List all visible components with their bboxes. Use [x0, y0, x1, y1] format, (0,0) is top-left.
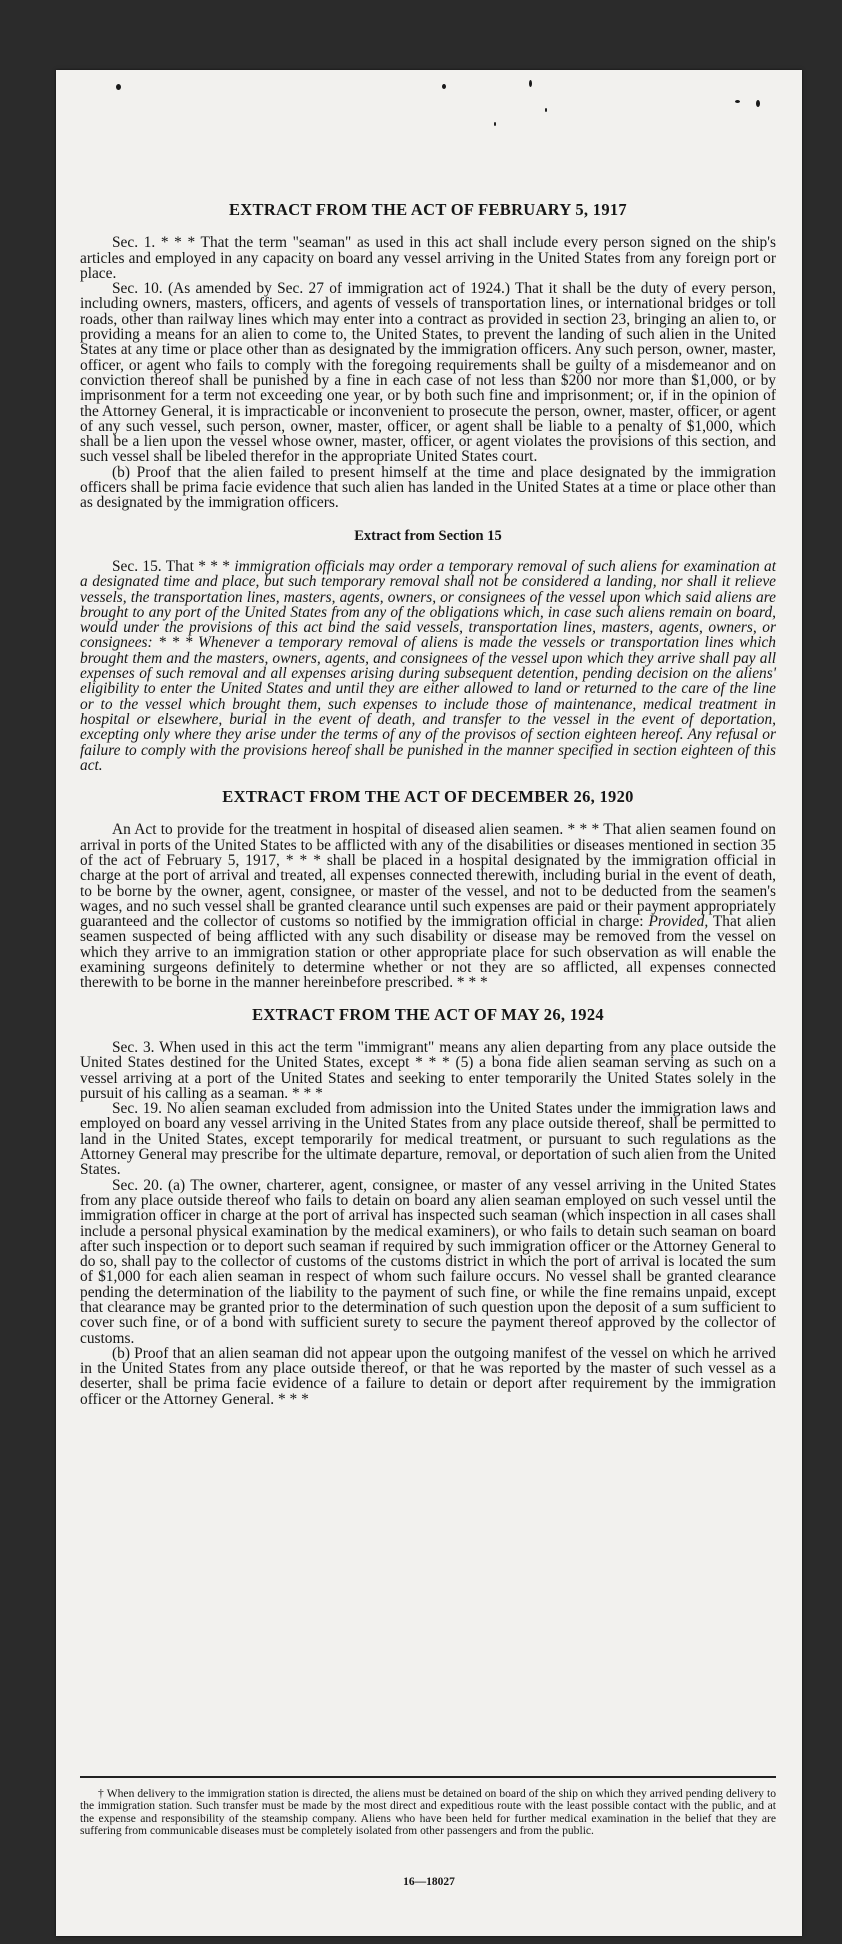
- section-15-paragraph: [80, 559, 776, 773]
- section-20b-paragraph: (b) Proof that an alien seaman did not appear upon the outgoing manifest of the vessel on which he arrived in the United States from any place outside thereof, or that he was reported by the master of such vessel as a deserter, shall be prima facie evidence of a failure to detain or deport after requirement by the immigration officer or the Attorney General. * * *: [80, 1344, 776, 1408]
- section-3-paragraph: Sec. 3. When used in this act the term "immigrant" means any alien departing from any place outside the United States destined for the United States, except * * * (5) a bona fide alien seaman serving as such on a vessel arriving at a port of the United States and seeking to enter temporarily the United States solely in the pursuit of his calling as a seaman. * * *: [80, 1038, 776, 1102]
- scan-speck: [494, 122, 496, 126]
- heading-act-1920: EXTRACT FROM THE ACT OF DECEMBER 26, 1920: [222, 787, 634, 807]
- scan-speck: [545, 108, 547, 112]
- act-1920-paragraph: [80, 822, 776, 990]
- section-15-body: immigration officials may order a temporary removal of such aliens for examination at a designated time and place, but such temporary removal shall not be considered a landing, nor shall it relieve vessels, the transportation lines, masters, agents, owners, or consignees of the vessel upon which said aliens are brought to any port of the United States from any of the obligations which, in case such aliens remain on board, would under the provisions of this act bind the said vessels, transportation lines, masters, agents, owners, or consignees: * * * Whenever a temporary removal of aliens is made the vessels or transportation lines which brought them and the masters, owners, agents, and consignees of the vessel upon which they arrive shall pay all expenses of such removal and all expenses arising during subsequent detention, pending decision on the aliens' eligibility to enter the United States and until they are either allowed to land or returned to the care of the line or to the vessel which brought them, such expenses to include those of maintenance, medical treatment in hospital or elsewhere, burial in the event of death, and transfer to the vessel in the event of deportation, excepting only where they arise under the terms of any of the provisos of section eighteen hereof. Any refusal or failure to comply with the provisions hereof shall be punished in the manner specified in section eighteen of this act.: [80, 557, 776, 774]
- section-19-paragraph: Sec. 19. No alien seaman excluded from admission into the United States under the immigration laws and employed on board any vessel arriving in the United States from any place outside thereof, shall be permitted to land in the United States, except temporarily for medical treatment, or pursuant to such regulations as the Attorney General may prescribe for the ultimate departure, removal, or deportation of such alien from the United States.: [80, 1100, 776, 1179]
- scan-speck: [116, 84, 121, 90]
- footnote-divider: [80, 1776, 776, 1778]
- section-15-lead: Sec. 15. That * * *: [112, 557, 235, 575]
- section-10b-paragraph: (b) Proof that the alien failed to present himself at the time and place designated by the immigration officers shall be prima facie evidence that such alien has landed in the United States at a time or place other than as designated by the immigration officers.: [80, 463, 776, 512]
- heading-act-1924: EXTRACT FROM THE ACT OF MAY 26, 1924: [252, 1004, 604, 1024]
- section-20-paragraph: Sec. 20. (a) The owner, charterer, agent, consignee, or master of any vessel arriving in the United States from any place outside thereof who fails to detain on board any alien seaman employed on such vessel until the immigration officer in charge at the port of arrival has inspected such seaman (which inspection in all cases shall include a personal physical examination by the medical examiners), or who fails to detain such seaman on board after such inspection or to deport such seaman if required by such immigration officer or the Attorney General to do so, shall pay to the collector of customs of the customs district in which the port of arrival is located the sum of $1,000 for each alien seaman in respect of whom such failure occurs. No vessel shall be granted clearance pending the determination of the liability to the payment of such fine, or while the fine remains unpaid, except that clearance may be granted prior to the determination of such question upon the deposit of a sum sufficient to cover such fine, or of a bond with sufficient surety to secure the payment thereof approved by the collector of customs.: [80, 1176, 776, 1347]
- document-page: [56, 70, 802, 1936]
- section-1-paragraph: Sec. 1. * * * That the term "seaman" as used in this act shall include every person signed on the ship's articles and employed in any capacity on board any vessel arriving in the United States from any foreign port or place.: [80, 234, 776, 282]
- act-1920-provided: Provided,: [648, 913, 709, 931]
- heading-section-15: Extract from Section 15: [354, 527, 502, 544]
- scan-speck: [442, 84, 446, 89]
- scan-speck: [735, 100, 740, 103]
- heading-act-1917: EXTRACT FROM THE ACT OF FEBRUARY 5, 1917: [229, 200, 627, 219]
- act-1920-text: An Act to provide for the treatment in hospital of diseased alien seamen. * * * That alien seamen found on arrival in ports of the United States to be afflicted with any of the disabilities or diseases mentioned in section 35 of the act of February 5, 1917, * * * shall be placed in a hospital designated by the immigration official in charge at the port of arrival and treated, all expenses connected therewith, including burial in the event of death, to be borne by the owner, agent, consignee, or master of the vessel, and not to be deducted from the seamen's wages, and no such vessel shall be granted clearance until such expenses are paid or their payment appropriately guaranteed and the collector of customs so notified by the immigration official in charge:: [80, 821, 776, 931]
- section-10-paragraph: Sec. 10. (As amended by Sec. 27 of immigration act of 1924.) That it shall be the duty of every person, including owners, masters, officers, and agents of vessels of transportation lines, or international bridges or toll roads, other than railway lines which may enter into a contract as provided in section 23, bringing an alien to, or providing a means for an alien to come to, the United States, to prevent the landing of such alien in the United States at any time or place other than as designated by the immigration officers. Any such person, owner, master, officer, or agent who fails to comply with the foregoing requirements shall be guilty of a misdemeanor and on conviction thereof shall be punished by a fine in each case of not less than $200 nor more than $1,000, or by imprisonment for a term not exceeding one year, or by both such fine and imprisonment; or, if in the opinion of the Attorney General, it is impracticable or inconvenient to prosecute the person, owner, master, officer, or agent of any such vessel, such person, owner, master, officer, or agent shall be liable to a penalty of $1,000, which shall be a lien upon the vessel whose owner, master, officer, or agent violates the provisions of this section, and such vessel shall be libeled therefor in the appropriate United States court.: [80, 280, 776, 466]
- act-1920-text-end: That alien seamen suspected of being afflicted with any such disability or disease may be removed from the vessel on which they arrive to an immigration station or other appropriate place for such observation as will enable the examining surgeons definitely to determine whether or not they are so afflicted, all expenses connected therewith to be borne in the manner hereinbefore prescribed. * * *: [80, 913, 777, 992]
- scan-speck: [529, 80, 532, 87]
- footnote: [80, 1788, 776, 1837]
- footnote-text: † When delivery to the immigration station is directed, the aliens must be detained on board of the ship on which they arrived pending delivery to the immigration station. Such transfer must be made by the most direct and expeditious route with the least possible contact with the public, and at the expense and responsibility of the steamship company. Aliens who have been held for further medical examination in the belief that they are suffering from communicable diseases must be completely isolated from other passengers and from the public.: [80, 1787, 776, 1837]
- scan-speck: [756, 100, 760, 107]
- document-number: 16—18027: [403, 1876, 455, 1888]
- document-body: [80, 202, 776, 1407]
